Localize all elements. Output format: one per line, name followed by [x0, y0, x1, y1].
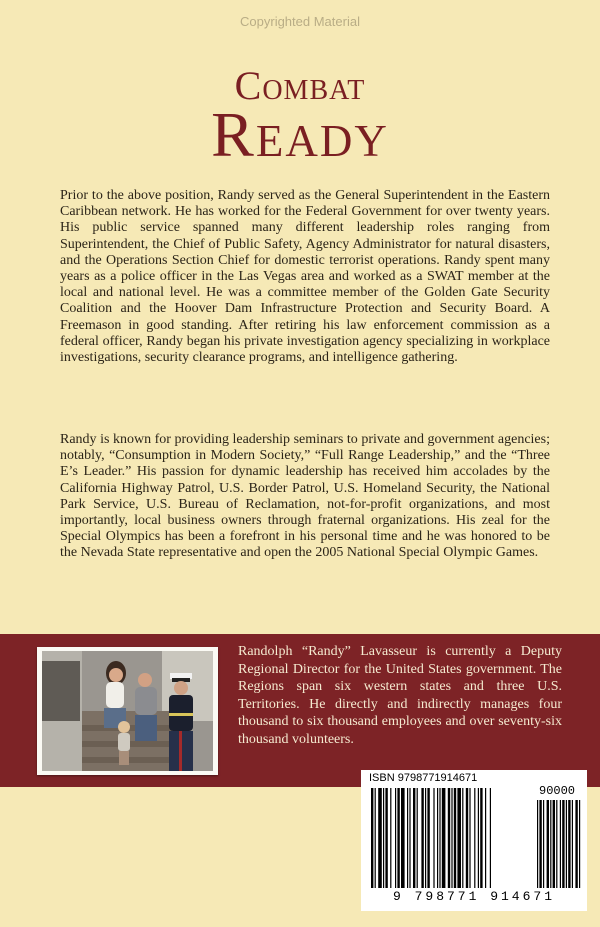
- barcode-bar: [407, 788, 408, 888]
- family-photo-image: [42, 651, 213, 771]
- barcode-bar: [417, 788, 418, 888]
- barcode-bar: [421, 788, 423, 888]
- barcode-bar: [469, 788, 470, 888]
- barcode-bar: [390, 788, 391, 888]
- barcode-bar: [383, 788, 384, 888]
- barcode-bar: [413, 788, 415, 888]
- barcode-bar: [451, 788, 452, 888]
- barcode-bar: [437, 788, 438, 888]
- barcode-bar: [442, 788, 446, 888]
- barcode-bar: [480, 788, 482, 888]
- barcode-bar: [375, 788, 376, 888]
- author-photo: [37, 647, 218, 775]
- barcode-addon-bar: [568, 800, 570, 888]
- barcode-addon-bar: [547, 800, 549, 888]
- barcode-addon-bar: [543, 800, 544, 888]
- barcode-addon-bar: [562, 800, 564, 888]
- barcode-addon-bar: [572, 800, 573, 888]
- bio-paragraph-1: Prior to the above position, Randy served as the General Superintendent in the Eastern Caribbean network. He has worked for the Federal Government for over twenty years. His public service spanned many different leadership roles ranging from Superintendent, the Chief of Public Safety, Agency Administrator for natural disasters, and the Operations Section Chief for domestic terrorist operations. Randy spent many years as a police officer in the Las Vegas area and worked as a SWAT member at the local and national level. He was a committee member of the Golden Gate Security Coalition and the Hoover Dam Infrastructure Protection and Security Board. A Freemason in good standing. After retiring his law enforcement commission as a federal officer, Randy began his private investigation agency specializing in workplace investigations, security clearance programs, and intelligence gathering.: [60, 188, 550, 366]
- barcode-addon-bar: [537, 800, 538, 888]
- barcode-bar: [409, 788, 410, 888]
- barcode-addon-bar: [556, 800, 557, 888]
- author-blurb: Randolph “Randy” Lavasseur is currently a Deputy Regional Director for the United States government. The Regions span six western states and three U.S. Territories. He directly and indirectly manages four thousand to six thousand employees and over seventy-six thousand volunteers.: [238, 644, 562, 747]
- barcode-bar: [439, 788, 440, 888]
- barcode-addon-bar: [566, 800, 567, 888]
- barcode-bar: [478, 788, 479, 888]
- barcode-bar: [457, 788, 461, 888]
- barcode-bar: [433, 788, 434, 888]
- barcode-bar: [395, 788, 396, 888]
- price-code: 90000: [539, 784, 576, 798]
- barcode-addon-bar: [575, 800, 577, 888]
- barcode-bar: [466, 788, 468, 888]
- barcode-bar: [454, 788, 456, 888]
- barcode-addon-bar: [553, 800, 555, 888]
- barcode-digits: 9 798771 914671: [392, 889, 556, 904]
- barcode-bar: [490, 788, 491, 888]
- barcode-bar: [385, 788, 387, 888]
- barcode-bar: [448, 788, 450, 888]
- barcode-bar: [427, 788, 429, 888]
- barcode-addon-bar: [560, 800, 561, 888]
- barcode-box: [361, 770, 587, 911]
- isbn-label: ISBN 9798771914671: [369, 772, 478, 784]
- bio-paragraph-2: Randy is known for providing leadership seminars to private and government agencies; notably, “Consumption in Modern Society,” “Full Range Leadership,” and the “Three E’s Leader.” His passion for dynamic leadership has received him accolades by the California Highway Patrol, U.S. Border Patrol, U.S. Homeland Security, the National Park Service, U.S. Bureau of Reclamation, not-for-profit organizations, and most importantly, local business owners through fraternal organizations. His zeal for the Special Olympics has been a forefront in his personal time and he was honored to be the Nevada State representative and open the 2005 National Special Olympic Games.: [60, 432, 550, 561]
- barcode-bar: [462, 788, 463, 888]
- barcode-bar: [378, 788, 382, 888]
- barcode-addon-bar: [550, 800, 551, 888]
- book-title-line2: Ready: [211, 99, 389, 170]
- barcode-bar: [485, 788, 486, 888]
- barcode-bar: [371, 788, 373, 888]
- barcode-bar: [397, 788, 399, 888]
- barcode-addon-bar: [539, 800, 541, 888]
- barcode-bar: [401, 788, 405, 888]
- barcode-bar: [425, 788, 426, 888]
- book-title-line1: Combat: [234, 63, 366, 108]
- barcode-addon-bar: [579, 800, 580, 888]
- watermark: Copyrighted Material: [240, 14, 360, 29]
- barcode-bar: [474, 788, 475, 888]
